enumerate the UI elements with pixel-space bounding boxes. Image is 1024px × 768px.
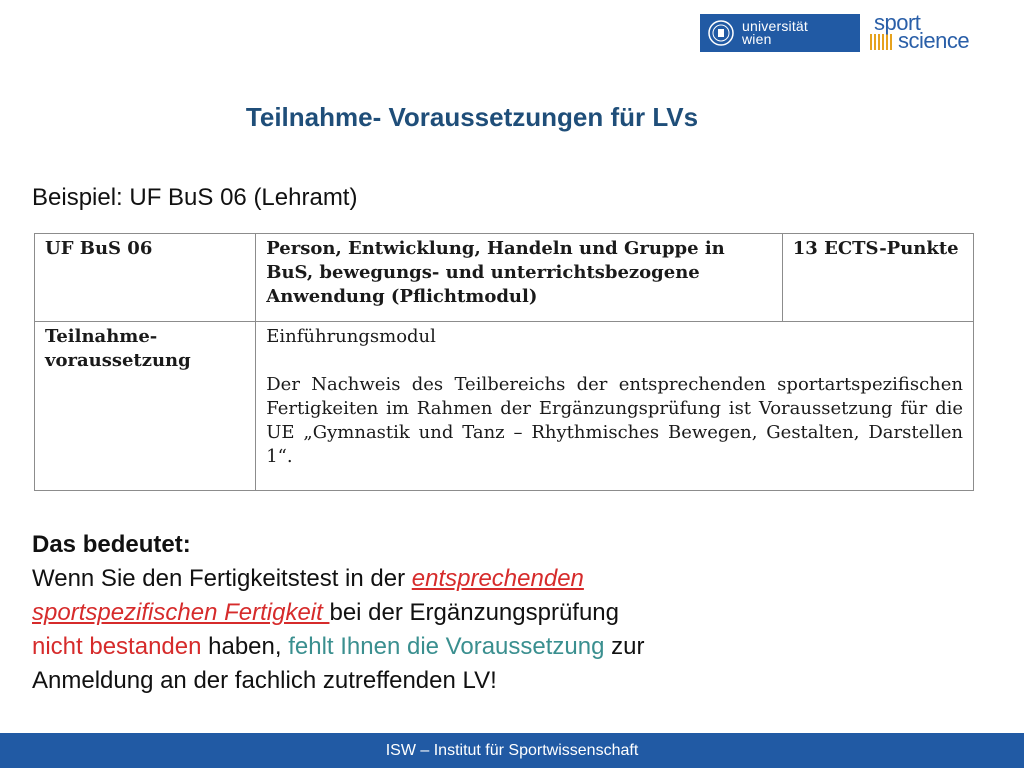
explanation-text: haben, — [201, 633, 289, 660]
explanation-text: Wenn Sie den Fertigkeitstest in der — [32, 565, 412, 592]
prerequisite-text-cell — [256, 322, 974, 491]
module-credits-cell: 13 ECTS-Punkte — [782, 234, 973, 322]
prerequisite-description: Der Nachweis des Teilbereichs der entsprechenden sportartspezifischen Fertigkeiten im Rahmen der Ergänzungsprüfung ist Voraussetzung für die UE „Gymnastik und Tanz – Rhythmisches Bewegen, Gestalten, Darstellen 1“. — [266, 374, 963, 468]
explanation-text: zur — [604, 633, 645, 660]
logo-bars-icon — [870, 34, 892, 50]
example-label: Beispiel: UF BuS 06 (Lehramt) — [32, 184, 358, 211]
highlight-teal-text: fehlt Ihnen die Voraussetzung — [288, 633, 605, 660]
slide-title: Teilnahme- Voraussetzungen für LVs — [245, 102, 699, 132]
footer-bar — [0, 733, 1024, 768]
explanation-text: bei der Ergänzungsprüfung — [329, 599, 620, 626]
module-code-cell: UF BuS 06 — [35, 234, 256, 322]
highlight-underlined-text: sportspezifischen Fertigkeit — [32, 599, 330, 626]
explanation-heading: Das bedeutet: — [32, 531, 191, 558]
university-seal-icon — [708, 20, 734, 46]
module-table — [34, 233, 974, 491]
explanation-line — [32, 596, 932, 630]
table-row — [35, 234, 974, 322]
footer-text: ISW – Institut für Sportwissenschaft — [385, 741, 639, 759]
explanation-line — [32, 562, 932, 596]
university-logo-text: universität wien — [742, 18, 809, 47]
explanation-line — [32, 630, 932, 664]
module-name-cell: Person, Entwicklung, Handeln und Gruppe in BuS, bewegungs- und unterrichtsbezogene Anwendung (Pflichtmodul) — [256, 234, 783, 322]
highlight-underlined-text: entsprechenden — [411, 565, 584, 592]
explanation-line — [32, 664, 932, 698]
explanation-block — [32, 528, 932, 698]
highlight-red-text: nicht bestanden — [32, 633, 202, 660]
table-row — [35, 322, 974, 491]
logo-science-word: science — [898, 28, 970, 53]
university-vienna-logo — [700, 14, 860, 52]
logo-sport-word: sport — [874, 10, 921, 35]
prerequisite-intro: Einführungsmodul — [266, 326, 436, 348]
explanation-text: Anmeldung an der fachlich zutreffenden LV! — [32, 667, 497, 694]
prerequisite-label-cell: Teilnahme-voraussetzung — [35, 322, 256, 491]
sport-science-logo — [868, 12, 988, 54]
